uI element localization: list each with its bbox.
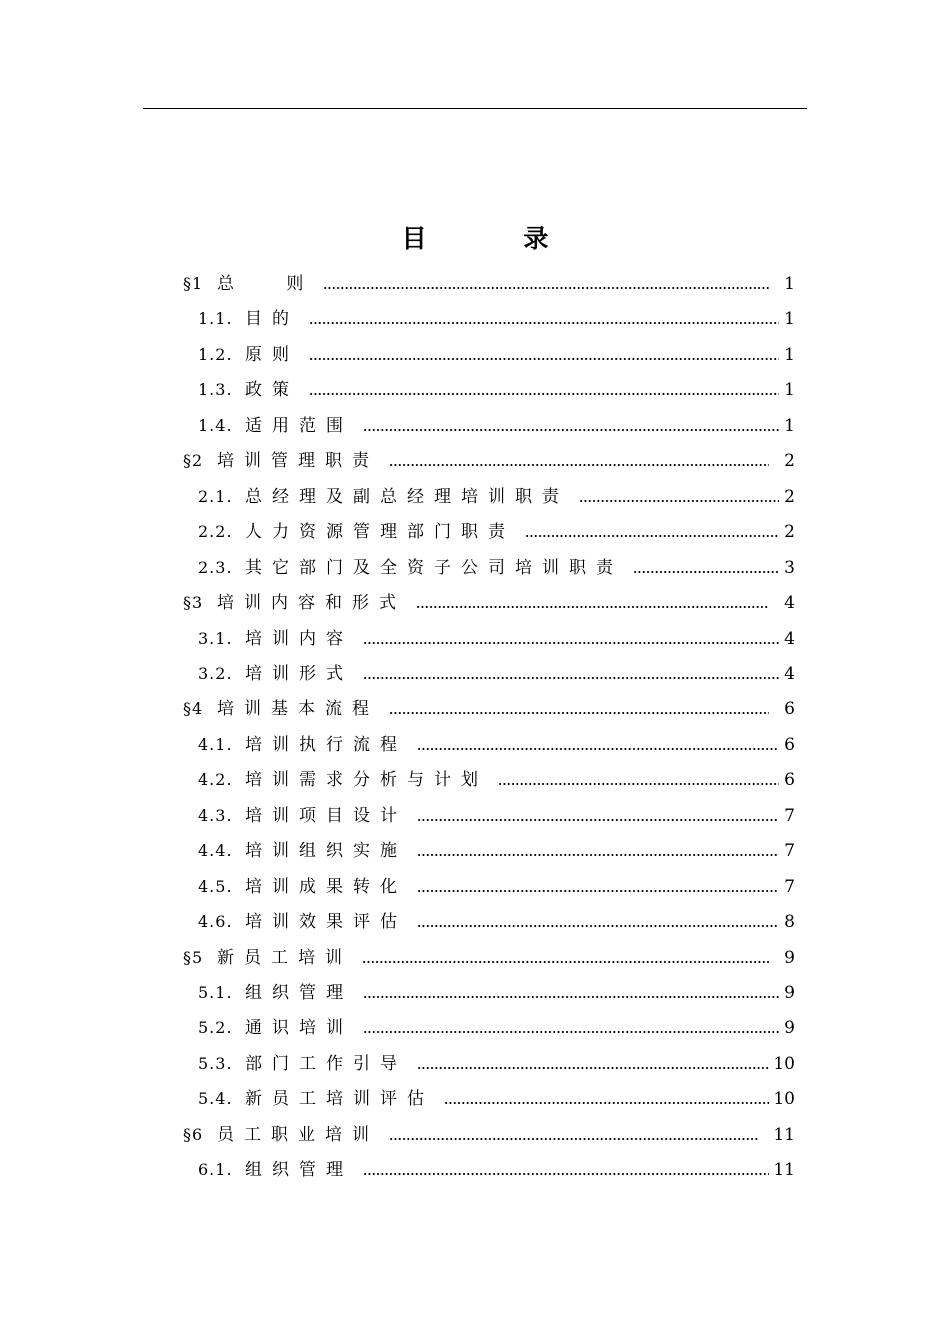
- toc-entry-number: 5.2.: [198, 1018, 233, 1038]
- toc-chapter-entry[interactable]: [183, 1119, 795, 1145]
- toc-section-entry[interactable]: [198, 303, 795, 329]
- toc-dot-leader: [417, 889, 779, 893]
- toc-entry-number: §2: [183, 451, 204, 471]
- toc-page-number: 6: [784, 734, 795, 755]
- toc-entry-number: 5.1.: [198, 983, 233, 1002]
- toc-entry-number: 4.6.: [198, 912, 233, 932]
- toc-page-number: 1: [784, 344, 795, 365]
- toc-dot-leader: [363, 995, 779, 999]
- toc-section-entry[interactable]: [198, 871, 795, 897]
- toc-dot-leader: [417, 1066, 769, 1070]
- toc-chapter-entry[interactable]: [183, 445, 795, 471]
- toc-dot-leader: [363, 1030, 779, 1034]
- toc-entry-title: 其它部门及全资子公司培训职责: [245, 557, 623, 578]
- toc-page-number: 1: [784, 380, 795, 401]
- toc-entry-title: 培训效果评估: [245, 912, 407, 933]
- toc-page-number: 9: [784, 983, 795, 1003]
- toc-entry-title: 培训成果转化: [245, 876, 407, 897]
- toc-section-entry[interactable]: [198, 1154, 795, 1180]
- toc-entry-number: 5.3.: [198, 1053, 233, 1073]
- toc-dot-leader: [389, 711, 769, 715]
- toc-entry-number: 1.2.: [198, 344, 233, 364]
- toc-section-entry[interactable]: [198, 374, 795, 400]
- toc-entry-number: 3.1.: [198, 628, 233, 648]
- toc-page-number: 1: [784, 309, 795, 330]
- toc-entry-title: 培训内容: [245, 628, 353, 649]
- toc-title: 目 录: [401, 224, 593, 253]
- toc-section-entry[interactable]: [198, 410, 795, 436]
- toc-page-number: 4: [784, 663, 795, 684]
- toc-dot-leader: [363, 676, 779, 680]
- toc-entry-number: 4.5.: [198, 876, 233, 896]
- toc-page-number: 6: [784, 770, 795, 791]
- header-rule: [143, 108, 807, 109]
- toc-dot-leader: [417, 853, 779, 857]
- toc-section-entry[interactable]: [198, 481, 795, 507]
- toc-entry-title: 新员工培训评估: [245, 1089, 434, 1110]
- toc-entry-number: 3.2.: [198, 663, 233, 683]
- toc-section-entry[interactable]: [198, 906, 795, 932]
- toc-page-number: 7: [784, 841, 795, 862]
- toc-entry-number: 2.1.: [198, 486, 233, 506]
- toc-section-entry[interactable]: [198, 658, 795, 684]
- toc-entry-number: 4.4.: [198, 841, 233, 861]
- toc-dot-leader: [309, 321, 779, 325]
- toc-entry-title: 原则: [245, 344, 299, 365]
- toc-page-number: 1: [784, 274, 795, 294]
- toc-entry-number: 1.1.: [198, 309, 233, 329]
- toc-section-entry[interactable]: [198, 835, 795, 861]
- toc-dot-leader: [498, 782, 779, 786]
- toc-entry-title: 政策: [245, 380, 299, 401]
- toc-dot-leader: [389, 1137, 759, 1141]
- toc-entry-title: 目的: [245, 309, 299, 330]
- toc-dot-leader: [309, 357, 779, 361]
- toc-entry-title: 培训形式: [245, 663, 353, 684]
- toc-dot-leader: [363, 641, 779, 645]
- toc-chapter-entry[interactable]: [183, 268, 795, 294]
- toc-page-number: 2: [784, 522, 795, 543]
- toc-entry-number: §3: [183, 593, 204, 613]
- toc-dot-leader: [417, 924, 779, 928]
- toc-entry-title: 培训管理职责: [217, 451, 379, 472]
- toc-page-number: 3: [784, 557, 795, 578]
- toc-page-number: 7: [784, 805, 795, 826]
- toc-entry-title: 总 则: [217, 274, 314, 294]
- toc-page-number: 1: [784, 415, 795, 436]
- toc-dot-leader: [389, 463, 769, 467]
- toc-entry-title: 培训执行流程: [245, 734, 407, 755]
- toc-entry-title: 新员工培训: [217, 947, 352, 968]
- toc-section-entry[interactable]: [198, 623, 795, 649]
- toc-entry-number: 1.4.: [198, 415, 233, 435]
- toc-page-number: 2: [784, 486, 795, 507]
- toc-section-entry[interactable]: [198, 800, 795, 826]
- toc-entry-title: 培训内容和形式: [217, 593, 406, 614]
- toc-dot-leader: [633, 570, 779, 574]
- toc-dot-leader: [417, 818, 779, 822]
- toc-entry-number: 4.3.: [198, 805, 233, 825]
- toc-entry-title: 员工职业培训: [217, 1124, 379, 1145]
- toc-page-number: 10: [773, 1053, 795, 1074]
- toc-page-number: 4: [784, 628, 795, 649]
- toc-section-entry[interactable]: [198, 516, 795, 542]
- toc-page-number: 6: [784, 699, 795, 720]
- toc-chapter-entry[interactable]: [183, 693, 795, 719]
- toc-chapter-entry[interactable]: [183, 942, 795, 968]
- toc-page-number: 2: [784, 451, 795, 472]
- toc-section-entry[interactable]: [198, 764, 795, 790]
- toc-entry-title: 通识培训: [245, 1018, 353, 1039]
- toc-entry-number: §6: [183, 1124, 204, 1144]
- toc-entry-title: 总经理及副总经理培训职责: [245, 486, 569, 507]
- toc-dot-leader: [363, 428, 779, 432]
- toc-entry-title: 培训组织实施: [245, 841, 407, 862]
- toc-section-entry[interactable]: [198, 1012, 795, 1038]
- toc-dot-leader: [579, 499, 779, 503]
- toc-dot-leader: [323, 286, 769, 290]
- toc-chapter-entry[interactable]: [183, 587, 795, 613]
- toc-page-number: 9: [784, 1018, 795, 1039]
- toc-section-entry[interactable]: [198, 1083, 795, 1109]
- toc-entry-title: 组织管理: [245, 1160, 353, 1181]
- toc-entry-title: 人力资源管理部门职责: [245, 522, 515, 543]
- toc-page-number: 8: [784, 912, 795, 933]
- toc-entry-title: 组织管理: [245, 983, 353, 1003]
- toc-entry-number: 6.1.: [198, 1160, 233, 1180]
- toc-entry-number: 5.4.: [198, 1089, 233, 1109]
- toc-dot-leader: [363, 1172, 769, 1176]
- toc-entry-title: 培训项目设计: [245, 805, 407, 826]
- toc-section-entry[interactable]: [198, 339, 795, 365]
- toc-entry-number: 4.1.: [198, 734, 233, 754]
- toc-page-number: 7: [784, 876, 795, 897]
- toc-entry-number: 2.3.: [198, 557, 233, 577]
- toc-page-number: 10: [773, 1089, 795, 1110]
- toc-section-entry[interactable]: [198, 977, 795, 1003]
- toc-dot-leader: [525, 534, 779, 538]
- toc-entry-title: 培训基本流程: [217, 699, 379, 720]
- toc-section-entry[interactable]: [198, 729, 795, 755]
- toc-entry-number: §5: [183, 947, 204, 967]
- toc-entry-title: 适用范围: [245, 415, 353, 436]
- toc-dot-leader: [417, 747, 779, 751]
- toc-entry-title: 部门工作引导: [245, 1053, 407, 1074]
- toc-entry-number: 1.3.: [198, 380, 233, 400]
- toc-page-number: 9: [784, 947, 795, 968]
- toc-entry-number: §1: [183, 274, 204, 293]
- toc-dot-leader: [309, 392, 779, 396]
- toc-section-entry[interactable]: [198, 1048, 795, 1074]
- toc-dot-leader: [416, 605, 769, 609]
- toc-page-number: 4: [784, 593, 795, 614]
- toc-entry-title: 培训需求分析与计划: [245, 770, 488, 791]
- toc-dot-leader: [444, 1101, 769, 1105]
- toc-entry-number: 4.2.: [198, 770, 233, 790]
- toc-dot-leader: [362, 960, 769, 964]
- toc-page-number: 11: [773, 1160, 795, 1181]
- toc-section-entry[interactable]: [198, 552, 795, 578]
- toc-page-number: 11: [773, 1124, 795, 1145]
- toc-entry-number: 2.2.: [198, 522, 233, 542]
- toc-entry-number: §4: [183, 699, 204, 719]
